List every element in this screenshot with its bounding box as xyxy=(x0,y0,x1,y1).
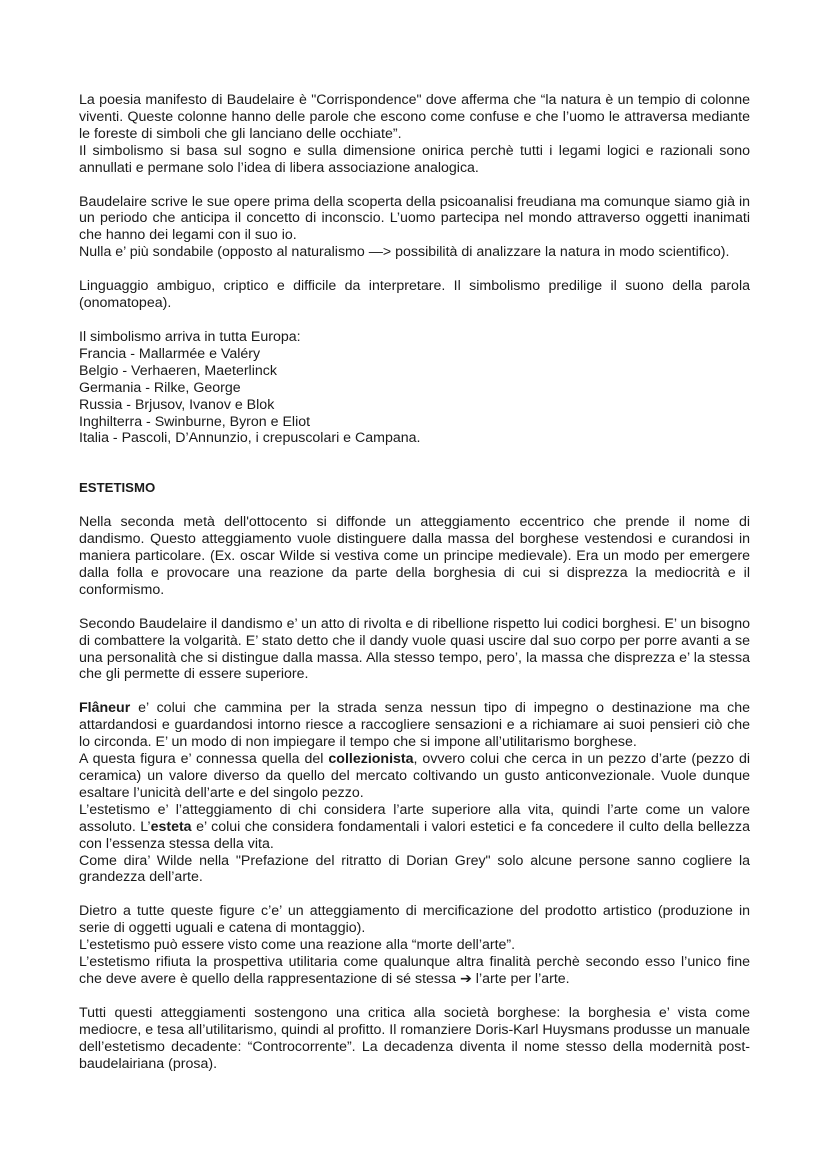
esteta-intro: L’estetismo e’ l’atteggiamento di chi considera l’arte superiore alla vita, quindi l’arte come un valore assoluto. L’ xyxy=(79,801,750,835)
paragraph-rivolta: Secondo Baudelaire il dandismo e’ un atto di rivolta e di ribellione rispetto lui codici borghesi. E’ un bisogno di combattere la volgarità. E’ stato detto che il dandy vuole quasi uscire dal suo corpo per porre avanti a se una personalità che si distingue dalla massa. Alla stesso tempo, pero’, la massa che disprezza e’ la stessa che gli permette di essere superiore. xyxy=(79,615,750,683)
term-esteta: esteta xyxy=(150,818,192,835)
paragraph-collezionista xyxy=(79,751,750,802)
europe-list xyxy=(79,329,750,447)
term-collezionista: collezionista xyxy=(328,751,414,768)
arte-per-arte-text: l’arte per l’arte. xyxy=(471,970,570,987)
linguaggio-section xyxy=(79,278,750,312)
list-item: Russia - Brjusov, Ivanov e Blok xyxy=(79,396,275,413)
document-page xyxy=(79,92,750,1090)
list-item: Inghilterra - Swinburne, Byron e Eliot xyxy=(79,413,311,430)
flaneur-text: e’ colui che cammina per la strada senza nessun tipo di impegno o destinazione ma che attardandosi e guardandosi intorno riesce a raccogliere sensazioni e a richiamare ai suoi pensieri ciò che lo circonda. E’ un modo di non impiegare il tempo che si impone all’utilitarismo borghese. xyxy=(79,700,750,751)
paragraph-sondabile: Nulla e’ più sondabile (opposto al naturalismo —> possibilità di analizzare la natura in modo scientifico). xyxy=(79,244,730,261)
paragraph-psicoanalisi: Baudelaire scrive le sue opere prima della scoperta della psicoanalisi freudiana ma comunque siamo già in un periodo che anticipa il concetto di inconscio. L’uomo partecipa nel mondo attraverso oggetti inanimati che hanno dei legami con il suo io. xyxy=(79,193,750,244)
section-heading-estetismo: ESTETISMO xyxy=(79,480,156,496)
intro-section xyxy=(79,92,750,177)
critica-section xyxy=(79,1005,750,1073)
utilitaria-text: L’estetismo rifiuta la prospettiva utilitaria come qualunque altra finalità perchè secondo esso l’unico fine che deve avere è quello della rappresentazione di sé stessa xyxy=(79,954,750,987)
mercificazione-section xyxy=(79,903,750,988)
paragraph-dandismo: Nella seconda metà dell'ottocento si diffonde un atteggiamento eccentrico che prende il nome di dandismo. Questo atteggiamento vuole distinguere dalla massa del borghese vestendosi e curandosi in maniera particolare. (Ex. oscar Wilde si vestiva come un principe medievale). Era un modo per emergere dalla folla e provocare una reazione da parte della borghesia di cui si disprezza la mediocrità e il conformismo. xyxy=(79,514,750,598)
paragraph-flaneur xyxy=(79,700,750,751)
inconscio-section xyxy=(79,194,750,262)
paragraph-esteta xyxy=(79,802,750,853)
paragraph-wilde: Come dira’ Wilde nella "Prefazione del ritratto di Dorian Grey" solo alcune persone sanno cogliere la grandezza dell’arte. xyxy=(79,852,750,886)
paragraph-simbolismo-sogno: Il simbolismo si basa sul sogno e sulla dimensione onirica perchè tutti i legami logici e razionali sono annullati e permane solo l’idea di libera associazione analogica. xyxy=(79,142,750,176)
list-item: Belgio - Verhaeren, Maeterlinck xyxy=(79,362,277,379)
figure-section xyxy=(79,700,750,886)
list-item: Italia - Pascoli, D’Annunzio, i crepuscolari e Campana. xyxy=(79,430,421,447)
europe-list-intro: Il simbolismo arriva in tutta Europa: xyxy=(79,328,301,345)
paragraph-mercificazione: Dietro a tutte queste figure c’e’ un atteggiamento di mercificazione del prodotto artistico (produzione in serie di oggetti uguali e catena di montaggio). xyxy=(79,903,750,937)
baudelaire-dandismo-section xyxy=(79,616,750,684)
paragraph-critica-borghese: Tutti questi atteggiamenti sostengono una critica alla società borghese: la borghesia e’ vista come mediocre, e tesa all’utilitarismo, quindi al profitto. Il romanziere Doris-Karl Huysmans produsse un manuale dell’estetismo decadente: “Controcorrente”. La decadenza diventa il nome stesso della modernità post-baudelairiana (prosa). xyxy=(79,1004,750,1072)
term-flaneur: Flâneur xyxy=(79,700,131,717)
dandismo-section xyxy=(79,514,750,599)
arrow-right-icon: ➔ xyxy=(459,970,472,987)
esteta-text: e’ colui che considera fondamentali i valori estetici e fa concedere il culto della bellezza con l’essenza stessa della vita. xyxy=(79,818,750,852)
paragraph-morte-arte: L’estetismo può essere visto come una reazione alla “morte dell’arte”. xyxy=(79,937,516,954)
collezionista-intro: A questa figura e’ connessa quella del xyxy=(79,751,329,768)
list-item: Francia - Mallarmée e Valéry xyxy=(79,345,261,362)
paragraph-arte-per-arte xyxy=(79,954,750,988)
collezionista-text: , ovvero colui che cerca in un pezzo d’arte (pezzo di ceramica) un valore diverso da quello del mercato coltivando un gusto anticonvezionale. Vuole dunque esaltare l’unicità dell’arte e del singolo pezzo. xyxy=(79,751,750,801)
list-item: Germania - Rilke, George xyxy=(79,379,241,396)
paragraph-corrispondence: La poesia manifesto di Baudelaire è "Corrispondence" dove afferma che “la natura è un tempio di colonne viventi. Queste colonne hanno delle parole che escono come confuse e che l’uomo le attraversa mediante le foreste di simboli che gli lanciano delle occhiate”. xyxy=(79,92,750,142)
paragraph-linguaggio: Linguaggio ambiguo, criptico e difficile da interpretare. Il simbolismo predilige il suono della parola (onomatopea). xyxy=(79,278,750,312)
